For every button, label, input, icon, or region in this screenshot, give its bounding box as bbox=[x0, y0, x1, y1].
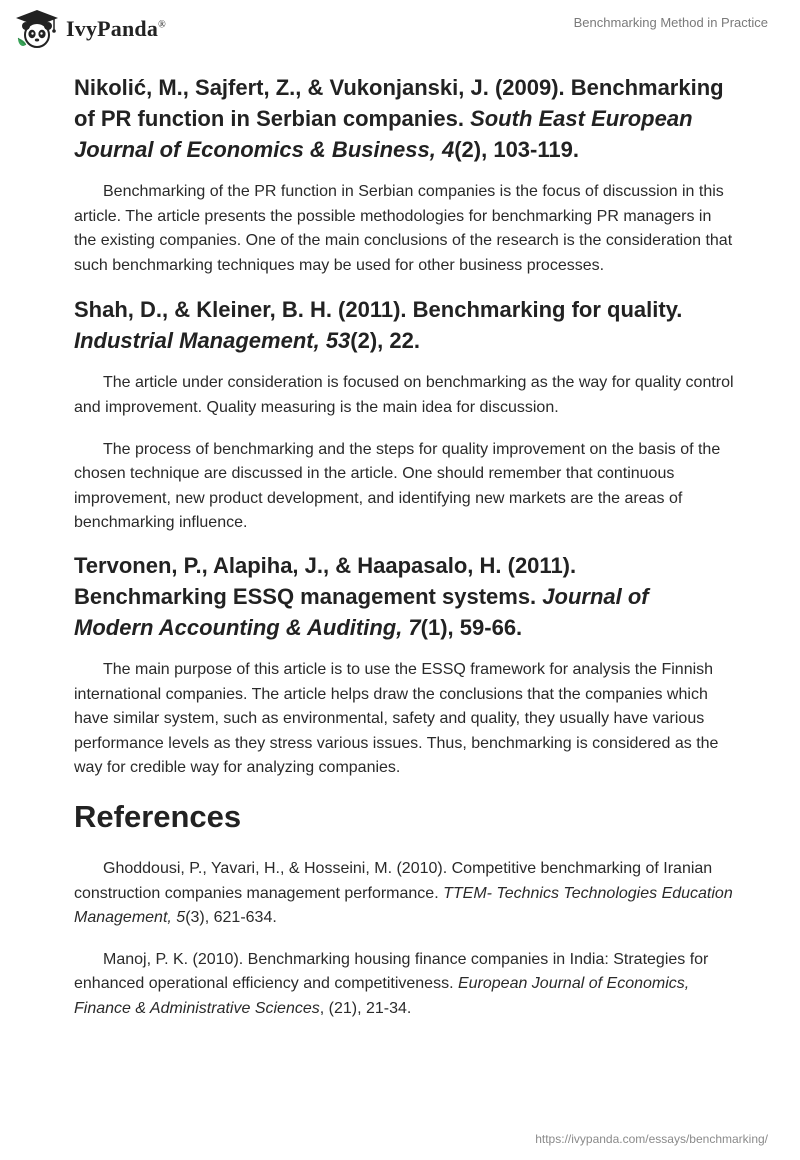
annotated-entry bbox=[74, 294, 734, 536]
references-section bbox=[74, 799, 734, 1022]
entry-paragraph: The main purpose of this article is to use the ESSQ framework for analysis the Finnish international companies. The article helps draw the conclusions that the companies which have similar system, such as environmental, safety and quality, they usually have various performance levels as they stress various issues. Thus, benchmarking is considered as the way for credible way for analyzing companies. bbox=[74, 660, 719, 777]
entry-heading: Nikolić, M., Sajfert, Z., & Vukonjanski, J. (2009). Benchmarking of PR function in Serbian companies. South East European Journal of Economics & Business, 4(2), 103-119. bbox=[74, 75, 724, 162]
entry-paragraph: The article under consideration is focused on benchmarking as the way for quality control and improvement. Quality measuring is the main idea for discussion. bbox=[74, 374, 734, 416]
page-header bbox=[0, 0, 800, 60]
document-body bbox=[74, 72, 734, 1021]
document-title: Benchmarking Method in Practice bbox=[573, 15, 768, 30]
panda-graduate-icon bbox=[14, 8, 60, 50]
entry-heading: Tervonen, P., Alapiha, J., & Haapasalo, H. (2011). Benchmarking ESSQ management systems. Journal of Modern Accounting & Auditing, 7(1), 59-66. bbox=[74, 552, 649, 640]
annotated-entry bbox=[74, 550, 734, 781]
entry-heading: Shah, D., & Kleiner, B. H. (2011). Benchmarking for quality. Industrial Management, 53(2), 22. bbox=[74, 297, 683, 354]
reference-item: Ghoddousi, P., Yavari, H., & Hosseini, M. (2010). Competitive benchmarking of Iranian construction companies management performance. TTEM- Technics Technologies Education Management, 5(3), 621-634. bbox=[74, 859, 733, 927]
ivypanda-logo[interactable] bbox=[14, 8, 166, 50]
entry-paragraph: Benchmarking of the PR function in Serbian companies is the focus of discussion in this article. The article presents the possible methodologies for benchmarking PR managers in the existing companies. One of the main conclusions of the research is the consideration that such benchmarking techniques may be used for other business processes. bbox=[74, 183, 733, 274]
source-url-link[interactable]: https://ivypanda.com/essays/benchmarking/ bbox=[535, 1132, 768, 1146]
brand-name: IvyPanda® bbox=[66, 16, 166, 41]
entry-paragraph: The process of benchmarking and the steps for quality improvement on the basis of the chosen technique are discussed in the article. One should remember that continuous improvement, new product development, and identifying new markets are the areas of benchmarking influence. bbox=[74, 440, 721, 532]
annotated-entry bbox=[74, 72, 734, 278]
references-heading: References bbox=[74, 798, 242, 834]
reference-item: Manoj, P. K. (2010). Benchmarking housing finance companies in India: Strategies for enhanced operational efficiency and competitiveness. European Journal of Economics, Finance & Administrative Sciences, (21), 21-34. bbox=[74, 950, 709, 1017]
